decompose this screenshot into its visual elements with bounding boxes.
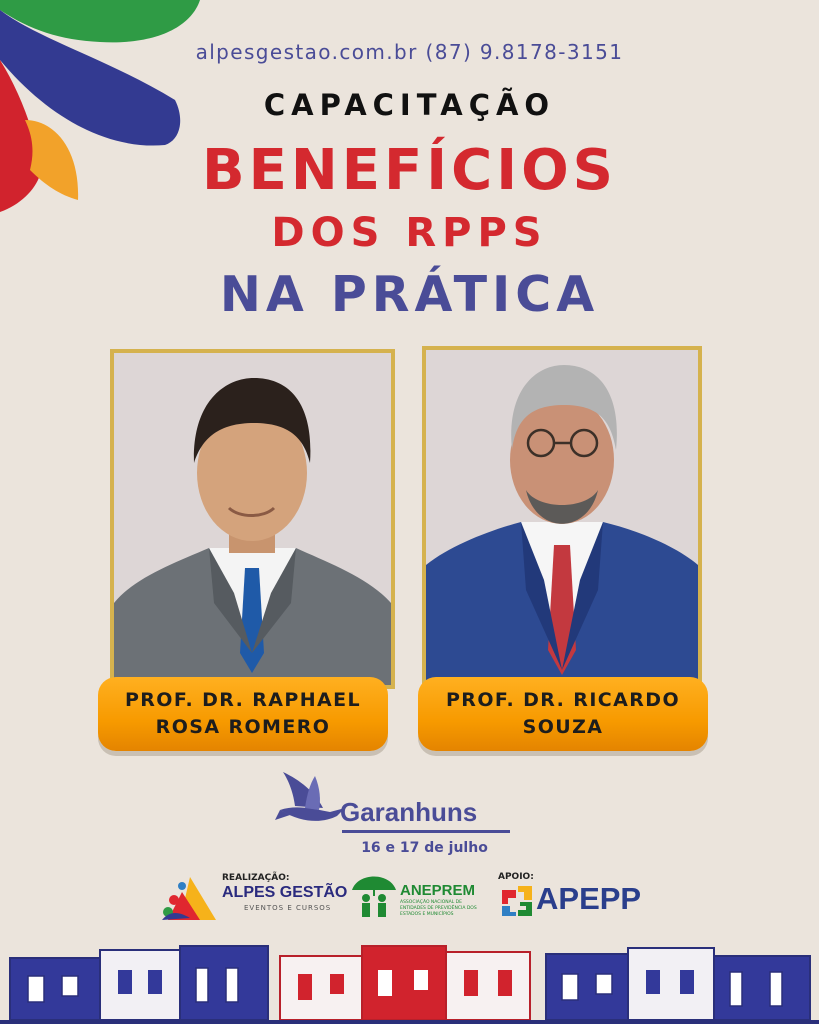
event-city: Garanhuns bbox=[340, 797, 478, 827]
event-dates: 16 e 17 de julho bbox=[361, 840, 488, 856]
contact-line: alpesgestao.com.br (87) 9.8178-3151 bbox=[195, 40, 624, 64]
alpes-logo-icon bbox=[160, 872, 218, 924]
alpes-logo-subtext: EVENTOS E CURSOS bbox=[244, 904, 332, 912]
apepp-logo-text: APEPP bbox=[536, 881, 642, 916]
realizacao-label: REALIZAÇÃO: bbox=[222, 873, 290, 883]
speaker-1-name-line-2: ROSA ROMERO bbox=[155, 716, 331, 738]
aneprem-logo-icon bbox=[350, 870, 398, 918]
speaker-2-name-line-1: PROF. DR. RICARDO bbox=[445, 689, 680, 711]
aneprem-logo-text: ANEPREM bbox=[400, 882, 476, 899]
apepp-logo-icon bbox=[500, 884, 534, 918]
houses-illustration bbox=[0, 936, 819, 1024]
speaker-photo-1 bbox=[110, 349, 395, 689]
title-line-3: NA PRÁTICA bbox=[219, 266, 600, 323]
speaker-name-badge-1 bbox=[98, 677, 388, 751]
aneprem-logo-subtext: ASSOCIAÇÃO NACIONAL DE ENTIDADES DE PREVIDÊNCIA DOS ESTADOS E MUNICÍPIOS bbox=[400, 900, 477, 917]
title-line-1: BENEFÍCIOS bbox=[201, 138, 618, 203]
speaker-name-badge-2 bbox=[418, 677, 708, 751]
alpes-logo-text: ALPES GESTÃO bbox=[222, 884, 348, 901]
title-line-2: DOS RPPS bbox=[271, 210, 548, 256]
apoio-label: APOIO: bbox=[498, 872, 534, 882]
city-underline bbox=[342, 830, 510, 833]
speaker-portrait-2 bbox=[426, 350, 698, 682]
speaker-portrait-1 bbox=[114, 353, 391, 685]
speaker-photo-2 bbox=[422, 346, 702, 686]
speaker-2-name-line-2: SOUZA bbox=[522, 716, 604, 738]
speaker-1-name-line-1: PROF. DR. RAPHAEL bbox=[124, 689, 362, 711]
kicker-title: CAPACITAÇÃO bbox=[263, 88, 556, 122]
